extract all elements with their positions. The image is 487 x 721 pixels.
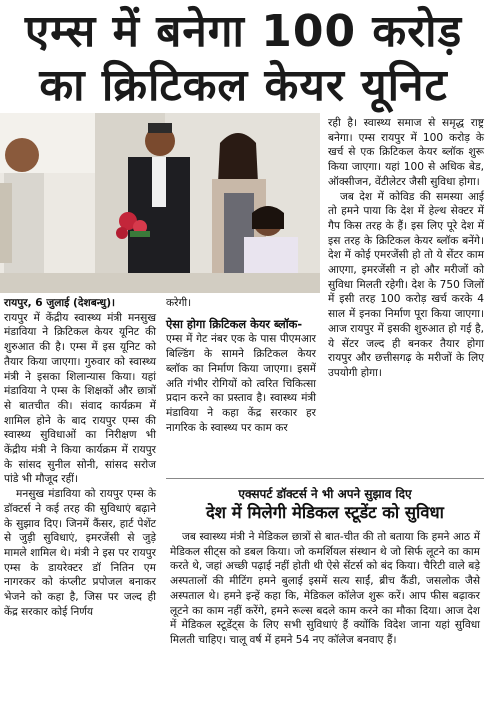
column-3-paragraph-2: जब देश में कोविड की समस्या आई तो हमने पाया कि देश में हेल्थ सेक्टर में गैप किस तरह के हैं। इस लिए पूरे देश में इस तरह के क्रिटिकल केयर ब्लॉक बनेंगे। देश में कोई एमरजेंसी हो तो ये सेंटर काम आएगा, इमरजेंसी न हो और मरीजों को सुविधा मिलती रहेगी। देश के 750 जिलों में इसी तरह 100 करोड़ खर्च करके 4 साल में इनका निर्माण पूरा किया जाएगा। आज रायपुर में इसकी शुरुआत हो गई है, ये सेंटर जल्द ही बनकर तैयार होगा रायपुर और छत्तीसगढ़ के मरीजों के लिए उपयोगी होगा। <box>328 190 484 379</box>
column-1-paragraph-2: मनसुख मंडाविया को रायपुर एम्स के डॉक्टर्स ने कई तरह की सुविधाएं बढ़ाने के सुझाव दिए। जिनमें कैंसर, हार्ट पेशेंट से जुड़ी सुविधाएं, इमरजेंसी से जुड़े मामले शामिल थे। मंत्री ने इस पर रायपुर एम्स के डायरेक्टर डॉ नितिन एम नागरकर को कंप्लीट प्रपोजल बनाकर भेजने को कहा है, जिस पर जल्द ही केंद्र सरकार कोई निर्णय <box>4 488 156 618</box>
column-2 <box>166 296 316 435</box>
box-body: जब स्वास्थ्य मंत्री ने मेडिकल छात्रों से बात-चीत की तो बताया कि हमने आठ में मेडिकल सीट्स को डबल किया। जो कमर्शियल संस्थान थे जो सिर्फ लूटने का काम करते थे, जहां अच्छी पढ़ाई नहीं होती थी ऐसे सेंटर्स को बंद किया। चैरिटी वाले बड़े अस्पतालों की मीटिंग हमने बुलाई इसमें सत्य साईं, ब्रीच कैंडी, जसलोक जैसे अस्पताल थे। हमने इन्हें कहा कि, मेडिकल कॉलेज शुरू करें। आप फीस बढ़ाकर लूटने का काम नहीं करेंगे, हमने रूल्स बदले काम करने का मौका दिया। आज देश में मेडिकल स्टूडेंट्स के लिए सभी सुविधाएं हैं क्योंकि विदेश जाना यहां सुविधा मिलती चाहिए। चालू वर्ष में हमने 54 नए कॉलेज बनवाए हैं। <box>170 531 480 646</box>
box-kicker: एक्सपर्ट डॉक्टर्स ने भी अपने सुझाव दिए <box>238 487 412 501</box>
column-3-paragraph-1: रही है। स्वास्थ्य समाज से समृद्ध राष्ट्र बनेगा। एम्स रायपुर में 100 करोड़ के खर्च से एक क्रिटिकल केयर ब्लॉक शुरू किया जाएगा। यहां 100 से अधिक बेड, ऑक्सीजन, वेंटीलेटर जैसी सुविधा होगा। <box>328 117 484 188</box>
headline-line-1: एम्स में बनेगा 100 करोड़ <box>24 6 463 57</box>
column-2-paragraph-1: एम्स में गेट नंबर एक के पास पीएमआर बिल्डिंग के सामने क्रिटिकल केयर ब्लॉक का निर्माण किया जाएगा। इसमें अति गंभीर रोगियों को त्वरित चिकित्सा प्रदान करने का प्रस्ताव है। स्वास्थ्य मंत्री मंडाविया ने कहा केंद्र सरकार हर नागरिक के स्वास्थ्य पर काम कर <box>166 333 316 434</box>
photo-illustration <box>0 113 320 293</box>
subheading-critical-care-block: ऐसा होगा क्रिटिकल केयर ब्लॉक- <box>166 316 303 331</box>
box-heading: देश में मिलेगी मेडिकल स्टूडेंट को सुविधा <box>206 503 444 522</box>
sidebar-story-box <box>166 478 484 718</box>
column-1-paragraph-1: रायपुर में केंद्रीय स्वास्थ्य मंत्री मनसुख मंडाविया ने क्रिटिकल केयर यूनिट की शुरुआत की है। एम्स में इस यूनिट को तैयार किया जाएगा। गुरुवार को स्वास्थ्य मंत्री ने इसका शिलान्यास किया। यहां मंडाविया ने एम्स के शिक्षकों और छात्रों से बातचीत की। संवाद कार्यक्रम में शामिल होने के बाद रायपुर एम्स की स्वास्थ्य सुविधाओं का निरीक्षण भी केंद्रीय मंत्री ने किया कार्यक्रम में रायपुर के सांसद सुनील सोनी, सांसद सरोज पांडे भी मौजूद रहीं। <box>4 311 156 486</box>
box-top-rule <box>166 478 484 479</box>
headline-line-2: का क्रिटिकल केयर यूनिट <box>39 60 448 111</box>
column-2-continuation: करेगी। <box>166 297 192 309</box>
dateline: रायपुर, 6 जुलाई (देशबन्धु)। <box>4 297 116 309</box>
column-3 <box>328 116 484 381</box>
column-1 <box>4 296 156 619</box>
news-photo <box>0 113 320 293</box>
